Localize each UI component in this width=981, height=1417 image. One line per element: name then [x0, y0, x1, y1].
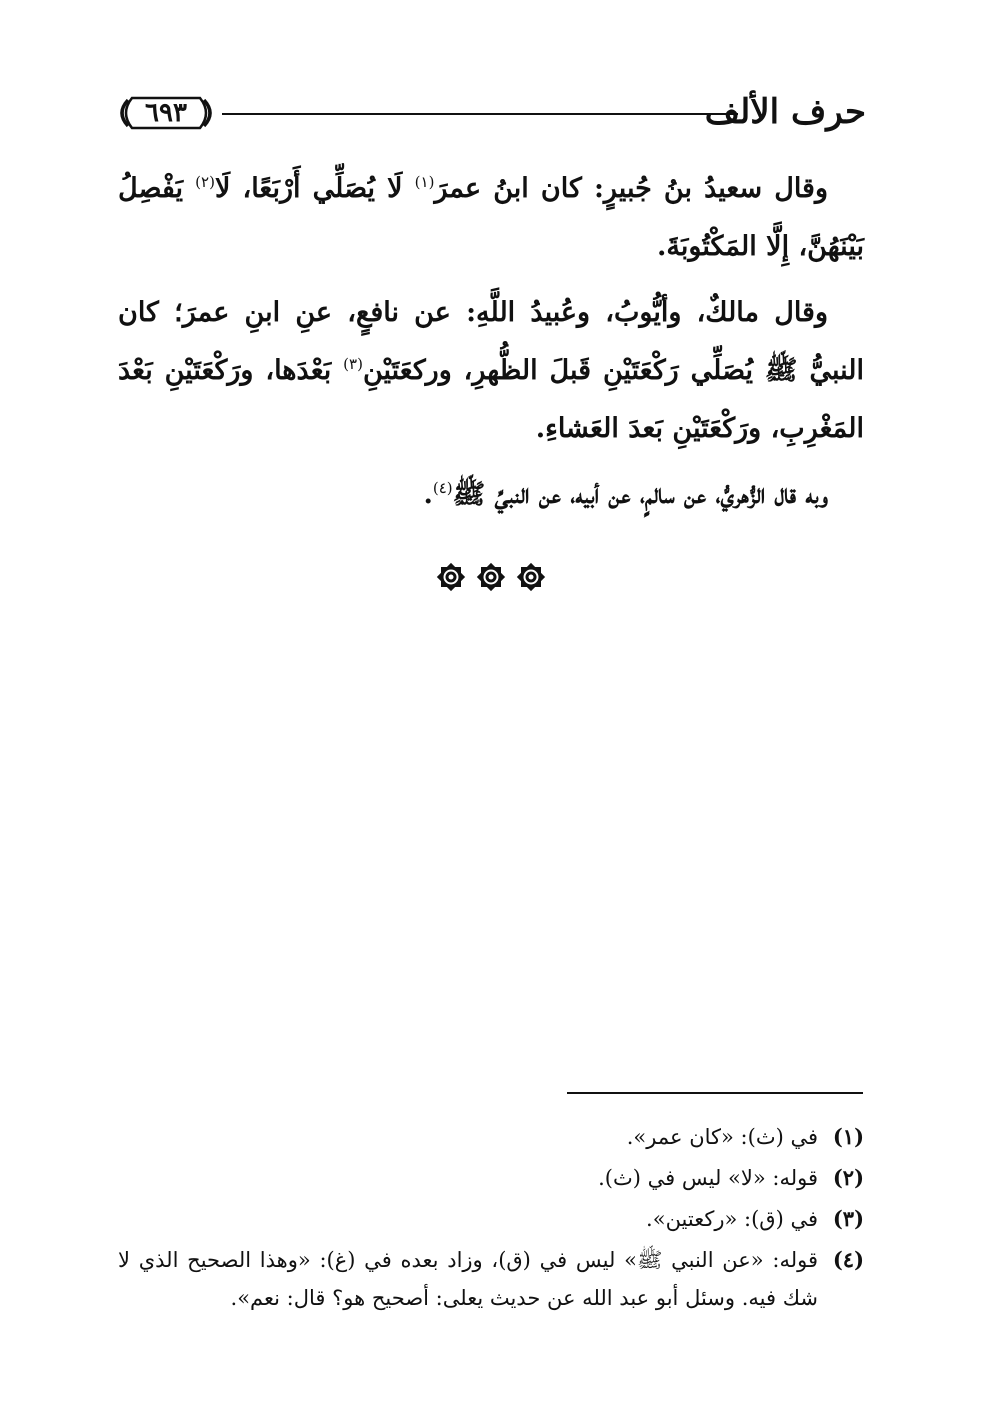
footnote	[118, 1241, 864, 1317]
footnote-ref: (٤)	[432, 479, 453, 497]
footnote-text: قوله: «لا» ليس في (ث).	[598, 1166, 818, 1190]
footnote-number: (٤)	[832, 1247, 864, 1272]
paragraph-text: .	[423, 479, 433, 510]
footnote-number: (٣)	[832, 1206, 864, 1231]
page-header	[118, 92, 866, 138]
footnote-text: في (ق): «ركعتين».	[646, 1207, 818, 1231]
paragraph-text: وبه قال الزُّهريُّ، عن سالمٍ، عن أبيه، عن النبيِّ ﷺ	[452, 479, 828, 510]
footnote-number: (١)	[832, 1124, 864, 1149]
page-number: ٦٩٣	[145, 98, 187, 128]
footnote-ref: (١)	[414, 173, 435, 191]
footnote-text: قوله: «عن النبي ﷺ» ليس في (ق)، وزاد بعده في (غ): «وهذا الصحيح الذي لا شك فيه. وسئل أبو عبد الله عن حديث يعلى: أصحيح هو؟ قال: نعم».	[118, 1248, 818, 1310]
paragraph-text: بَعْدَها، ورَكْعَتَيْنِ بَعْدَ المَغْرِبِ، ورَكْعَتَيْنِ بَعدَ العَشاءِ.	[118, 355, 864, 444]
chapter-title: حرف الألف	[704, 92, 866, 132]
section-separator	[0, 562, 981, 596]
footnote	[118, 1159, 864, 1197]
footnote-text: في (ث): «كان عمر».	[626, 1125, 818, 1149]
footnote-ref: (٣)	[343, 355, 363, 373]
footnote-ref: (٢)	[195, 173, 215, 191]
footnote	[118, 1200, 864, 1238]
footnote-number: (٢)	[832, 1165, 864, 1190]
page-number-badge	[118, 94, 214, 132]
paragraph-text: لَا يُصَلِّي أَرْبَعًا، لَا	[214, 173, 415, 204]
footnotes	[118, 1118, 864, 1320]
octagram-ornament-icon	[436, 562, 466, 592]
main-text	[118, 160, 864, 532]
paragraph-text: وقال سعيدُ بنُ جُبيرٍ: كان ابنُ عمرَ	[434, 173, 829, 204]
paragraph	[118, 284, 864, 458]
header-rule	[222, 113, 738, 115]
footnote-separator	[567, 1092, 863, 1094]
paragraph	[118, 160, 864, 276]
paragraph-text: يَفْصِلُ بَيْنَهُنَّ، إِلَّا المَكْتُوبَةَ.	[118, 173, 864, 262]
footnote	[118, 1118, 864, 1156]
octagram-ornament-icon	[516, 562, 546, 592]
octagram-ornament-icon	[476, 562, 506, 592]
paragraph	[118, 466, 864, 524]
paragraph-text: وقال مالكٌ، وأيُّوبُ، وعُبيدُ اللَّهِ: عن نافعٍ، عنِ ابنِ عمرَ؛ كان النبيُّ ﷺ يُصَلِّي رَكْعَتَيْنِ قَبلَ الظُّهرِ، وركعَتَيْنِ	[118, 297, 864, 386]
